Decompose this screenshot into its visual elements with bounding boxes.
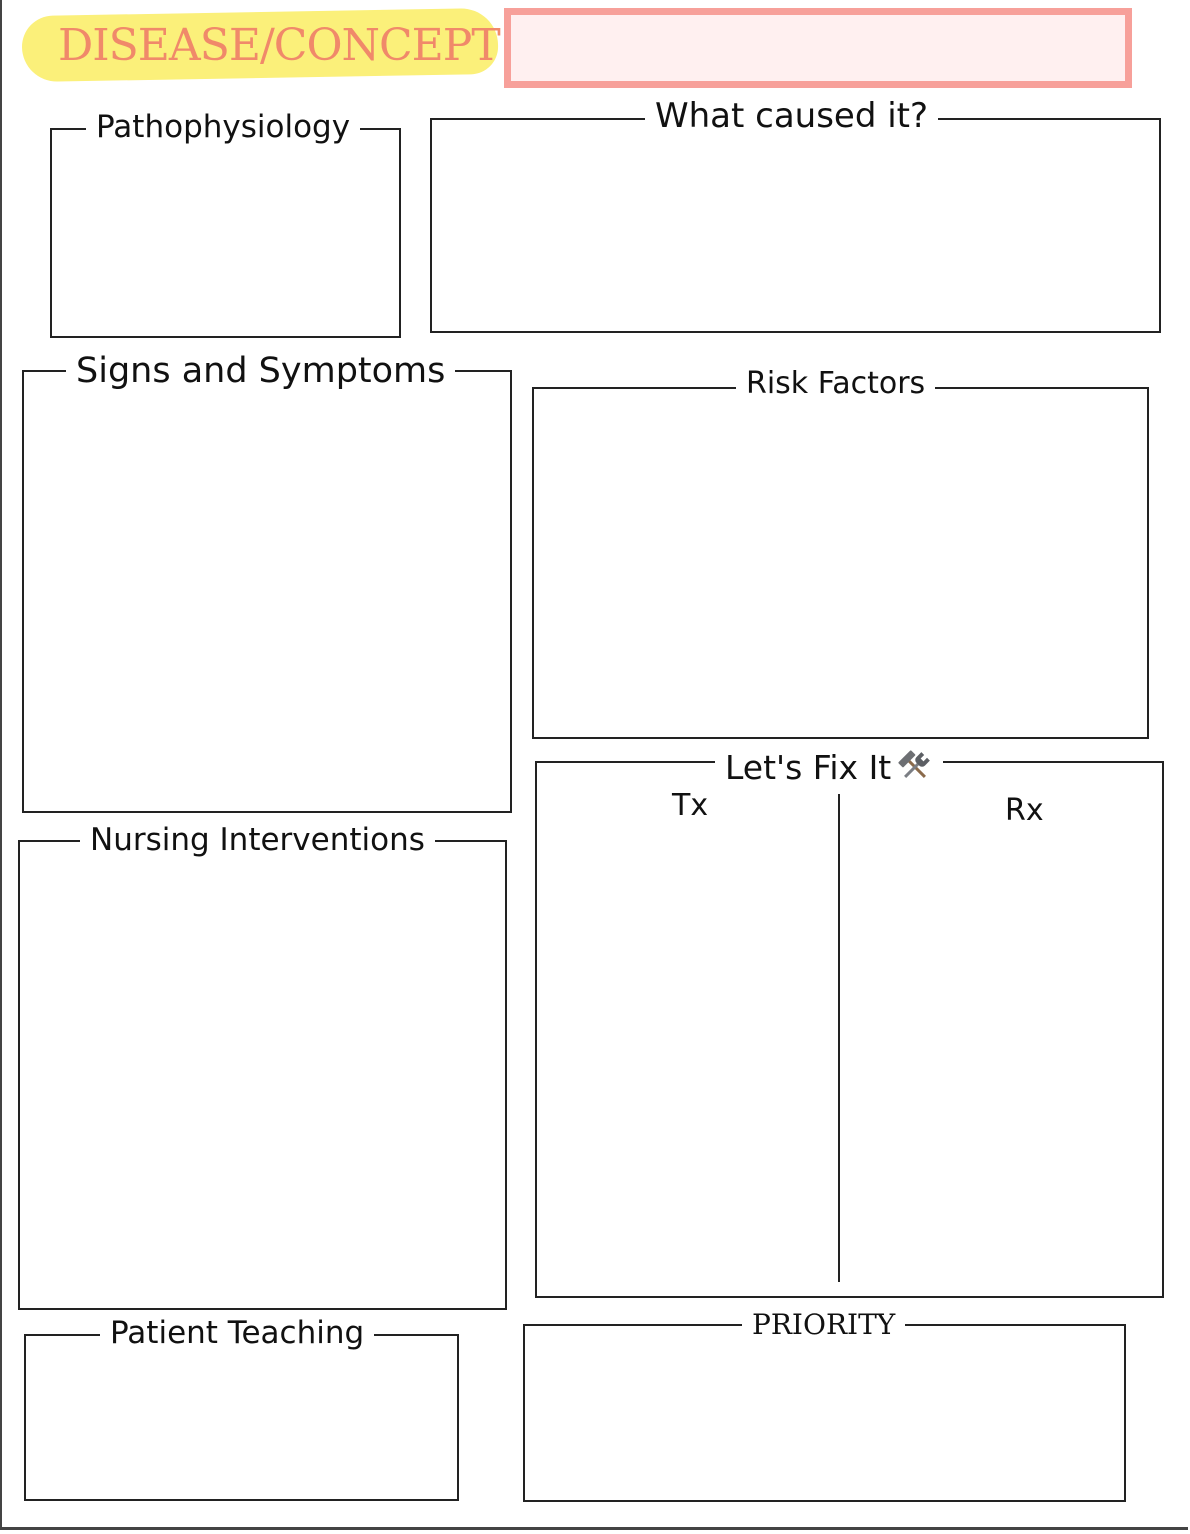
priority-box[interactable] [523,1324,1126,1502]
pathophysiology-box[interactable] [50,128,401,338]
risk-factors-box[interactable] [532,387,1149,739]
tx-rx-divider [838,794,840,1282]
rx-label: Rx [1005,793,1044,828]
nursing-interventions-label: Nursing Interventions [80,825,435,856]
rx-area[interactable] [842,830,1160,1280]
tx-label: Tx [672,788,709,823]
lets-fix-it-text: Let's Fix It [725,748,892,787]
signs-and-symptoms-label: Signs and Symptoms [66,354,455,389]
nursing-interventions-box[interactable] [18,840,507,1310]
hammer-and-wrench-icon [897,749,933,790]
priority-label: PRIORITY [742,1311,905,1339]
risk-factors-label: Risk Factors [736,369,935,399]
lets-fix-it-label [715,749,943,790]
signs-and-symptoms-box[interactable] [22,370,512,813]
page-title: DISEASE/CONCEPT [58,20,500,71]
tx-area[interactable] [540,830,836,1280]
pathophysiology-label: Pathophysiology [86,112,360,143]
what-caused-it-box[interactable] [430,118,1161,333]
what-caused-it-label: What caused it? [645,99,938,133]
patient-teaching-box[interactable] [24,1334,459,1501]
disease-name-field[interactable] [504,8,1132,88]
patient-teaching-label: Patient Teaching [100,1318,374,1349]
